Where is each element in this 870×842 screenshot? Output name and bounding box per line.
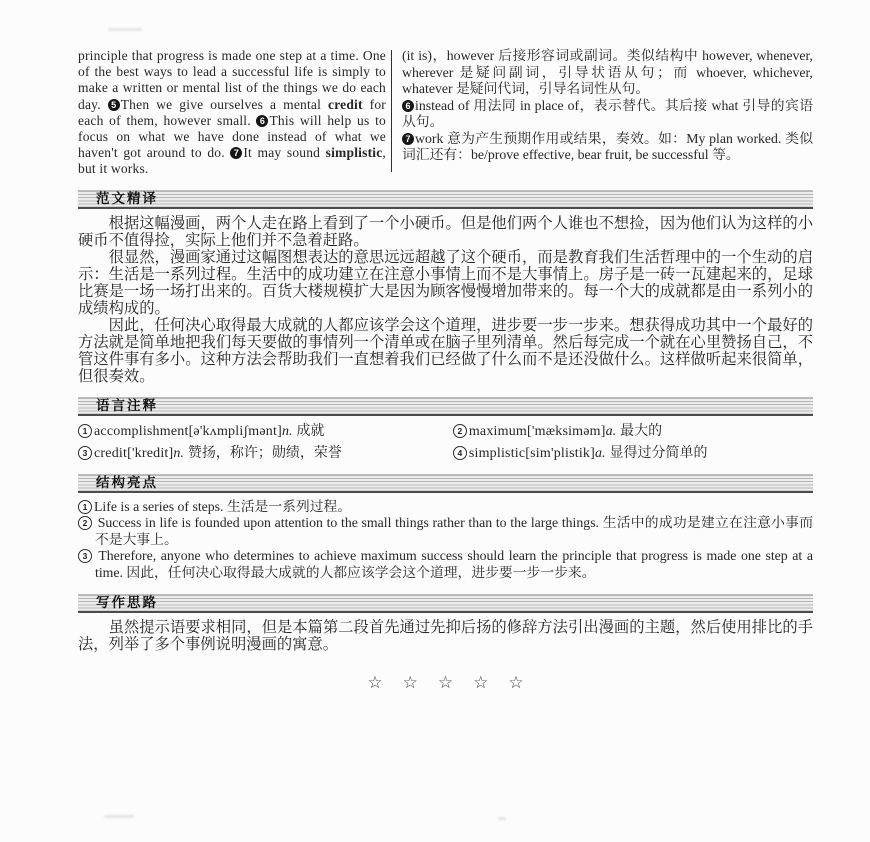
star-icon: ☆ [367,672,383,693]
structure-english: Life is a series of steps. [94,498,227,514]
note-block [402,131,813,164]
section-header-structure [78,474,813,493]
text-run: , but it works. [78,145,386,177]
text-run: instead of 用法同 in place of，表示替代。其后接 what 引导的宾语从句。 [402,97,813,129]
text-run: Then we give ourselves a mental [120,96,329,112]
vocab-meaning: 显得过分简单的 [609,445,708,461]
vocab-meaning: 成就 [296,423,325,439]
page-content [78,48,813,693]
circled-number: 1 [78,424,92,438]
vocab-entry [453,445,813,462]
star-icon: ☆ [402,672,418,693]
structure-chinese: 生活是一系列过程。 [226,498,352,514]
vocab-meaning: 最大的 [620,423,663,439]
text-run: This will help us to focus on what we have done instead of what we haven't got around to do. [78,112,386,161]
vocab-phonetic: [ə'kʌmpliʃmənt] [188,423,282,439]
translation-paragraphs [78,215,813,385]
translation-paragraph: 因此，任何决心取得最大成就的人都应该学会这个道理，进步要一步一步来。想获得成功其中一个最好的方法就是简单地把我们每天要做的事情列一个清单或在脑子里列清单。然后每完成一个就在心里赞扬自己，不管这件事有多小。这种方法会帮助我们一直想着我们已经做了什么而不是还没做什么。这样做听起来很简单，但很奏效。 [78,316,813,385]
vocab-word: simplistic [468,445,526,461]
circled-number: 3 [78,446,92,460]
section-header-writing-idea [78,594,813,613]
circled-number: 2 [453,424,467,438]
circled-number: 1 [78,500,92,514]
section-title: 写作思路 [96,594,158,610]
writing-idea-block [78,619,813,653]
circled-number-bullet: 6 [256,115,268,127]
top-columns [78,48,813,178]
vocab-entry [453,423,813,440]
vocab-word: accomplishment [94,423,189,439]
star-icon: ☆ [508,672,524,693]
scan-smudge [108,28,142,31]
vocab-word: maximum [468,423,528,439]
vocab-entry [78,445,453,462]
writing-idea-paragraph: 虽然提示语要求相同，但是本篇第二段首先通过先抑后扬的修辞方法引出漫画的主题，然后使用排比的手法，列举了多个事例说明漫画的寓意。 [78,618,813,653]
vocab-pos: n. [173,445,184,461]
bold-keyword: credit [328,96,363,112]
vocab-pos: a. [605,423,617,439]
structure-english: Therefore, anyone who determines to achieve maximum success should learn the principle that progress is made one step at a time. [94,548,813,580]
structure-item [78,515,813,548]
vocab-meaning: 赞扬，称许；勋绩，荣誉 [187,445,342,461]
circled-number-bullet: 5 [108,99,120,111]
star-icon: ☆ [473,672,489,693]
circled-number-bullet: 7 [230,147,242,159]
scan-smudge [498,817,506,820]
star-icon: ☆ [437,672,454,693]
structure-item [78,548,813,581]
structure-item [78,499,813,516]
circled-number: 2 [78,516,92,530]
vocab-pos: n. [281,423,293,439]
translation-paragraph: 根据这幅漫画，两个人走在路上看到了一个小硬币。但是他们两个人谁也不想捡，因为他们认为这样的小硬币不值得捡，实际上他们并不急着赶路。 [78,214,813,249]
vocab-phonetic: ['mæksiməm] [527,423,606,439]
text-run: It may sound [243,145,326,161]
section-title: 范文精译 [96,190,158,206]
circled-number: 4 [453,446,467,460]
section-header-vocabulary [78,397,813,416]
text-run: work 意为产生预期作用或结果，奏效。如：My plan worked. 类似词汇还有：be/prove effective, bear fruit, be successful 等。 [402,130,813,162]
vocab-word: credit [94,445,128,461]
vocab-phonetic: ['kredit] [127,445,174,461]
translation-paragraph: 很显然，漫画家通过这幅图想表达的意思远远超越了这个硬币，而是教育我们生活哲理中的一个生动的启示：生活是一系列过程。生活中的成功建立在注意小事情上而不是大事情上。房子是一砖一瓦建起来的，足球比赛是一场一场打出来的。百货大楼规模扩大是因为顾客慢慢增加带来的。每一个大的成就都是由一系列小的成绩构成的。 [78,248,813,317]
note-block [402,98,813,131]
english-passage-column [78,48,386,178]
circled-number-bullet: 7 [402,133,414,145]
vocabulary-list [78,423,813,462]
circled-number: 3 [78,549,92,563]
circled-number-bullet: 6 [402,100,414,112]
text-run: for each of them, however small. [78,96,386,128]
grammar-notes-column [392,48,813,178]
vocab-pos: a. [594,445,606,461]
text-run: principle that progress is made one step at a time. One of the best ways to lead a successful life is simply to make a written or mental list of the things we do each day. [78,48,386,112]
section-header-translation [78,190,813,209]
vocab-phonetic: [sim'plistik] [525,445,595,461]
structure-english: Success in life is founded upon attention to the small things rather than to the large things. [94,515,603,531]
scan-smudge [104,815,134,818]
section-title: 结构亮点 [96,474,158,490]
structure-chinese: 生活中的成功是建立在注意小事而不是大事上。 [95,515,814,547]
bold-keyword: simplistic [325,145,383,161]
vocab-entry [78,423,453,440]
note-block [402,48,813,98]
structure-chinese: 因此，任何决心取得最大成就的人都应该学会这个道理，进步要一步一步来。 [126,565,596,580]
section-title: 语言注释 [96,397,158,413]
star-separator [78,673,813,693]
structure-highlights-list [78,499,813,582]
text-run: (it is)，however 后接形容词或副词。类似结构中 however, whenever, wherever 是疑问副词，引导状语从句；而 whoever, whichever, whatever 是疑问代词，引导名词性从句。 [402,48,813,96]
